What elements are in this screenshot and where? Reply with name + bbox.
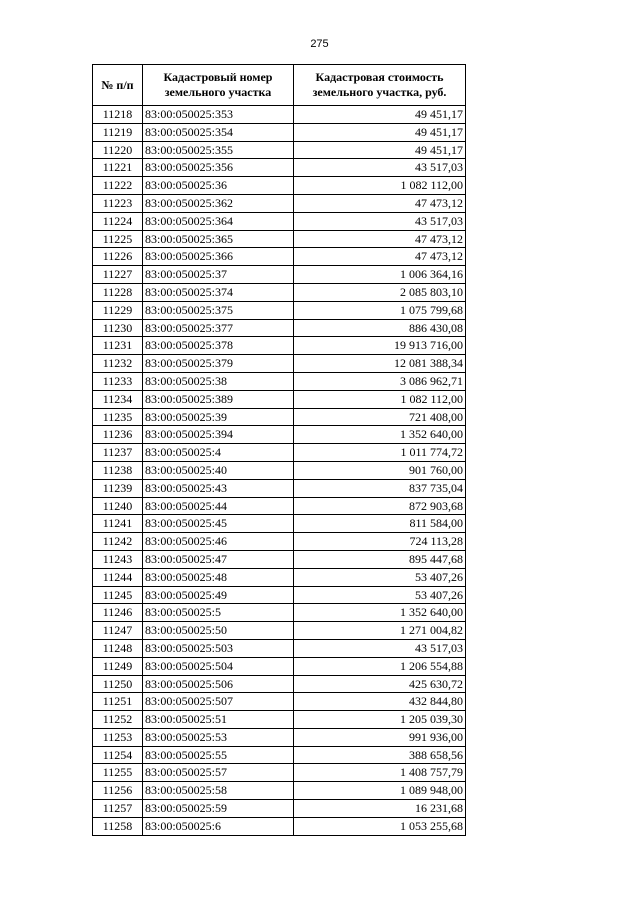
table-row xyxy=(93,639,466,657)
cadastral-number: 83:00:050025:37 xyxy=(143,266,294,284)
table-row xyxy=(93,586,466,604)
cadastral-number: 83:00:050025:47 xyxy=(143,550,294,568)
cadastral-number: 83:00:050025:364 xyxy=(143,212,294,230)
cadastral-number: 83:00:050025:362 xyxy=(143,194,294,212)
table-row xyxy=(93,675,466,693)
row-number: 11218 xyxy=(93,106,143,124)
cadastral-value: 1 408 757,79 xyxy=(294,764,466,782)
table-row xyxy=(93,230,466,248)
cadastral-value: 1 089 948,00 xyxy=(294,782,466,800)
row-number: 11244 xyxy=(93,568,143,586)
table-row xyxy=(93,319,466,337)
row-number: 11230 xyxy=(93,319,143,337)
row-number: 11220 xyxy=(93,141,143,159)
row-number: 11243 xyxy=(93,550,143,568)
row-number: 11239 xyxy=(93,479,143,497)
table-row xyxy=(93,693,466,711)
cadastral-number: 83:00:050025:389 xyxy=(143,390,294,408)
cadastral-value: 1 082 112,00 xyxy=(294,390,466,408)
cadastral-number: 83:00:050025:5 xyxy=(143,604,294,622)
header-cadastral-value: Кадастровая стоимость земельного участка, руб. xyxy=(294,65,466,106)
table-row xyxy=(93,301,466,319)
cadastral-number: 83:00:050025:378 xyxy=(143,337,294,355)
row-number: 11250 xyxy=(93,675,143,693)
cadastral-number: 83:00:050025:45 xyxy=(143,515,294,533)
table-row xyxy=(93,479,466,497)
cadastral-value: 425 630,72 xyxy=(294,675,466,693)
cadastral-number: 83:00:050025:48 xyxy=(143,568,294,586)
cadastral-value: 1 352 640,00 xyxy=(294,426,466,444)
cadastral-value: 49 451,17 xyxy=(294,141,466,159)
table-row xyxy=(93,515,466,533)
cadastral-value: 1 352 640,00 xyxy=(294,604,466,622)
row-number: 11246 xyxy=(93,604,143,622)
header-cadastral-number: Кадастровый номер земельного участка xyxy=(143,65,294,106)
cadastral-value: 872 903,68 xyxy=(294,497,466,515)
cadastral-number: 83:00:050025:43 xyxy=(143,479,294,497)
cadastral-value: 991 936,00 xyxy=(294,728,466,746)
table-row xyxy=(93,746,466,764)
table-row xyxy=(93,550,466,568)
cadastral-number: 83:00:050025:59 xyxy=(143,800,294,818)
cadastral-number: 83:00:050025:503 xyxy=(143,639,294,657)
cadastral-value: 47 473,12 xyxy=(294,248,466,266)
row-number: 11237 xyxy=(93,444,143,462)
cadastral-number: 83:00:050025:58 xyxy=(143,782,294,800)
cadastral-number: 83:00:050025:354 xyxy=(143,123,294,141)
table-row xyxy=(93,390,466,408)
table-row xyxy=(93,408,466,426)
cadastral-number: 83:00:050025:374 xyxy=(143,283,294,301)
cadastral-number: 83:00:050025:377 xyxy=(143,319,294,337)
row-number: 11232 xyxy=(93,355,143,373)
cadastral-number: 83:00:050025:50 xyxy=(143,622,294,640)
cadastral-value: 3 086 962,71 xyxy=(294,372,466,390)
table-row xyxy=(93,248,466,266)
row-number: 11234 xyxy=(93,390,143,408)
row-number: 11256 xyxy=(93,782,143,800)
cadastral-value: 2 085 803,10 xyxy=(294,283,466,301)
table-row xyxy=(93,461,466,479)
table-row xyxy=(93,533,466,551)
table-row xyxy=(93,266,466,284)
cadastral-number: 83:00:050025:36 xyxy=(143,177,294,195)
table-row xyxy=(93,800,466,818)
cadastral-value: 432 844,80 xyxy=(294,693,466,711)
row-number: 11258 xyxy=(93,817,143,835)
cadastral-value-table xyxy=(92,64,466,836)
row-number: 11235 xyxy=(93,408,143,426)
cadastral-value: 1 206 554,88 xyxy=(294,657,466,675)
cadastral-value: 53 407,26 xyxy=(294,586,466,604)
row-number: 11228 xyxy=(93,283,143,301)
cadastral-number: 83:00:050025:506 xyxy=(143,675,294,693)
cadastral-value: 1 082 112,00 xyxy=(294,177,466,195)
row-number: 11242 xyxy=(93,533,143,551)
row-number: 11225 xyxy=(93,230,143,248)
cadastral-value: 721 408,00 xyxy=(294,408,466,426)
row-number: 11245 xyxy=(93,586,143,604)
row-number: 11227 xyxy=(93,266,143,284)
table-row xyxy=(93,212,466,230)
table-row xyxy=(93,159,466,177)
cadastral-value: 1 075 799,68 xyxy=(294,301,466,319)
table-row xyxy=(93,444,466,462)
cadastral-number: 83:00:050025:394 xyxy=(143,426,294,444)
cadastral-number: 83:00:050025:355 xyxy=(143,141,294,159)
row-number: 11249 xyxy=(93,657,143,675)
row-number: 11229 xyxy=(93,301,143,319)
table-row xyxy=(93,355,466,373)
cadastral-value: 43 517,03 xyxy=(294,212,466,230)
row-number: 11254 xyxy=(93,746,143,764)
cadastral-number: 83:00:050025:40 xyxy=(143,461,294,479)
row-number: 11255 xyxy=(93,764,143,782)
row-number: 11219 xyxy=(93,123,143,141)
cadastral-value: 43 517,03 xyxy=(294,159,466,177)
cadastral-number: 83:00:050025:4 xyxy=(143,444,294,462)
cadastral-value: 724 113,28 xyxy=(294,533,466,551)
row-number: 11238 xyxy=(93,461,143,479)
cadastral-value: 837 735,04 xyxy=(294,479,466,497)
table-row xyxy=(93,337,466,355)
cadastral-number: 83:00:050025:46 xyxy=(143,533,294,551)
table-row xyxy=(93,604,466,622)
row-number: 11222 xyxy=(93,177,143,195)
table-row xyxy=(93,764,466,782)
table-row xyxy=(93,728,466,746)
row-number: 11248 xyxy=(93,639,143,657)
cadastral-value: 16 231,68 xyxy=(294,800,466,818)
cadastral-number: 83:00:050025:44 xyxy=(143,497,294,515)
row-number: 11240 xyxy=(93,497,143,515)
cadastral-number: 83:00:050025:365 xyxy=(143,230,294,248)
cadastral-number: 83:00:050025:375 xyxy=(143,301,294,319)
table-row xyxy=(93,372,466,390)
table-row xyxy=(93,817,466,835)
row-number: 11247 xyxy=(93,622,143,640)
row-number: 11257 xyxy=(93,800,143,818)
header-row xyxy=(93,65,466,106)
table-row xyxy=(93,657,466,675)
row-number: 11223 xyxy=(93,194,143,212)
table-row xyxy=(93,141,466,159)
row-number: 11241 xyxy=(93,515,143,533)
table-row xyxy=(93,782,466,800)
row-number: 11253 xyxy=(93,728,143,746)
cadastral-value: 811 584,00 xyxy=(294,515,466,533)
table-row xyxy=(93,568,466,586)
cadastral-number: 83:00:050025:6 xyxy=(143,817,294,835)
row-number: 11252 xyxy=(93,711,143,729)
table-row xyxy=(93,177,466,195)
cadastral-value: 901 760,00 xyxy=(294,461,466,479)
table-row xyxy=(93,622,466,640)
cadastral-number: 83:00:050025:57 xyxy=(143,764,294,782)
row-number: 11233 xyxy=(93,372,143,390)
cadastral-number: 83:00:050025:38 xyxy=(143,372,294,390)
page-number: 275 xyxy=(310,38,329,50)
table-row xyxy=(93,123,466,141)
cadastral-value: 43 517,03 xyxy=(294,639,466,657)
cadastral-value: 53 407,26 xyxy=(294,568,466,586)
cadastral-number: 83:00:050025:504 xyxy=(143,657,294,675)
cadastral-number: 83:00:050025:379 xyxy=(143,355,294,373)
cadastral-value: 1 271 004,82 xyxy=(294,622,466,640)
table-row xyxy=(93,283,466,301)
table-header xyxy=(93,65,466,106)
cadastral-value: 49 451,17 xyxy=(294,106,466,124)
cadastral-value: 1 205 039,30 xyxy=(294,711,466,729)
table-row xyxy=(93,426,466,444)
cadastral-value: 49 451,17 xyxy=(294,123,466,141)
cadastral-value: 1 011 774,72 xyxy=(294,444,466,462)
cadastral-value: 19 913 716,00 xyxy=(294,337,466,355)
cadastral-number: 83:00:050025:55 xyxy=(143,746,294,764)
table-body xyxy=(93,106,466,836)
cadastral-number: 83:00:050025:366 xyxy=(143,248,294,266)
cadastral-number: 83:00:050025:39 xyxy=(143,408,294,426)
row-number: 11236 xyxy=(93,426,143,444)
cadastral-number: 83:00:050025:507 xyxy=(143,693,294,711)
table-row xyxy=(93,711,466,729)
cadastral-value: 12 081 388,34 xyxy=(294,355,466,373)
cadastral-number: 83:00:050025:353 xyxy=(143,106,294,124)
cadastral-number: 83:00:050025:51 xyxy=(143,711,294,729)
cadastral-number: 83:00:050025:53 xyxy=(143,728,294,746)
cadastral-value: 47 473,12 xyxy=(294,194,466,212)
row-number: 11251 xyxy=(93,693,143,711)
cadastral-number: 83:00:050025:49 xyxy=(143,586,294,604)
row-number: 11221 xyxy=(93,159,143,177)
cadastral-value: 388 658,56 xyxy=(294,746,466,764)
cadastral-value: 47 473,12 xyxy=(294,230,466,248)
table-row xyxy=(93,106,466,124)
row-number: 11231 xyxy=(93,337,143,355)
row-number: 11224 xyxy=(93,212,143,230)
row-number: 11226 xyxy=(93,248,143,266)
table-row xyxy=(93,497,466,515)
cadastral-value: 1 006 364,16 xyxy=(294,266,466,284)
table-row xyxy=(93,194,466,212)
cadastral-number: 83:00:050025:356 xyxy=(143,159,294,177)
cadastral-value: 895 447,68 xyxy=(294,550,466,568)
cadastral-value: 1 053 255,68 xyxy=(294,817,466,835)
header-row-number: № п/п xyxy=(93,65,143,106)
cadastral-value: 886 430,08 xyxy=(294,319,466,337)
